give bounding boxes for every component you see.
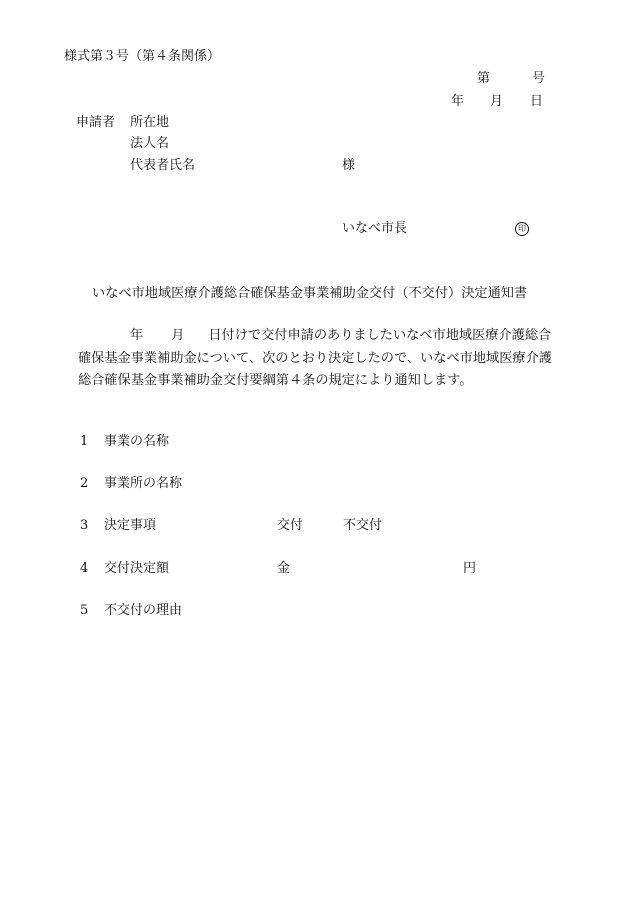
body-line-3: 総合確保基金事業補助金交付要綱第４条の規定により通知します。 [78, 373, 473, 388]
item-label: 決定事項 [104, 518, 157, 533]
reference-no-suffix: 号 [532, 71, 546, 86]
address-label: 所在地 [130, 115, 170, 130]
body-line-1 [78, 325, 568, 348]
issue-date-month: 月 [490, 94, 504, 109]
item-label: 事業所の名称 [104, 476, 183, 491]
form-label: 様式第３号（第４条関係） [64, 49, 221, 64]
item-label: 交付決定額 [104, 561, 170, 576]
applicant-label: 申請者 [76, 115, 116, 130]
item-label: 事業の名称 [104, 434, 170, 449]
reference-no-prefix: 第 [477, 71, 491, 86]
body-line-2: 確保基金事業補助金について、次のとおり決定したので、いなべ市地域医療介護 [78, 350, 552, 366]
item-label: 不交付の理由 [104, 603, 183, 618]
grant-option: 交付 [277, 518, 304, 533]
body-line-1-rest: 日付けで交付申請のありましたいなべ市地域医療介護総合 [208, 328, 552, 343]
document-title: いなべ市地域医療介護総合確保基金事業補助金交付（不交付）決定通知書 [92, 286, 528, 301]
item-number: 5 [80, 603, 89, 618]
body-month: 月 [171, 328, 185, 343]
honorific: 様 [342, 158, 356, 173]
item-number: 1 [80, 434, 89, 449]
no-grant-option: 不交付 [343, 518, 383, 533]
seal-icon: 印 [515, 222, 529, 236]
body-year: 年 [130, 328, 144, 343]
item-number: 3 [80, 518, 89, 533]
amount-prefix: 金 [277, 561, 291, 576]
amount-unit: 円 [463, 561, 477, 576]
issuer-name: いなべ市長 [342, 221, 408, 236]
rep-name-label: 代表者氏名 [130, 158, 196, 173]
body-paragraph [78, 325, 568, 393]
issue-date-year: 年 [451, 94, 465, 109]
item-number: 4 [80, 561, 89, 576]
corp-name-label: 法人名 [130, 136, 170, 151]
item-number: 2 [80, 476, 89, 491]
issue-date-day: 日 [530, 94, 544, 109]
